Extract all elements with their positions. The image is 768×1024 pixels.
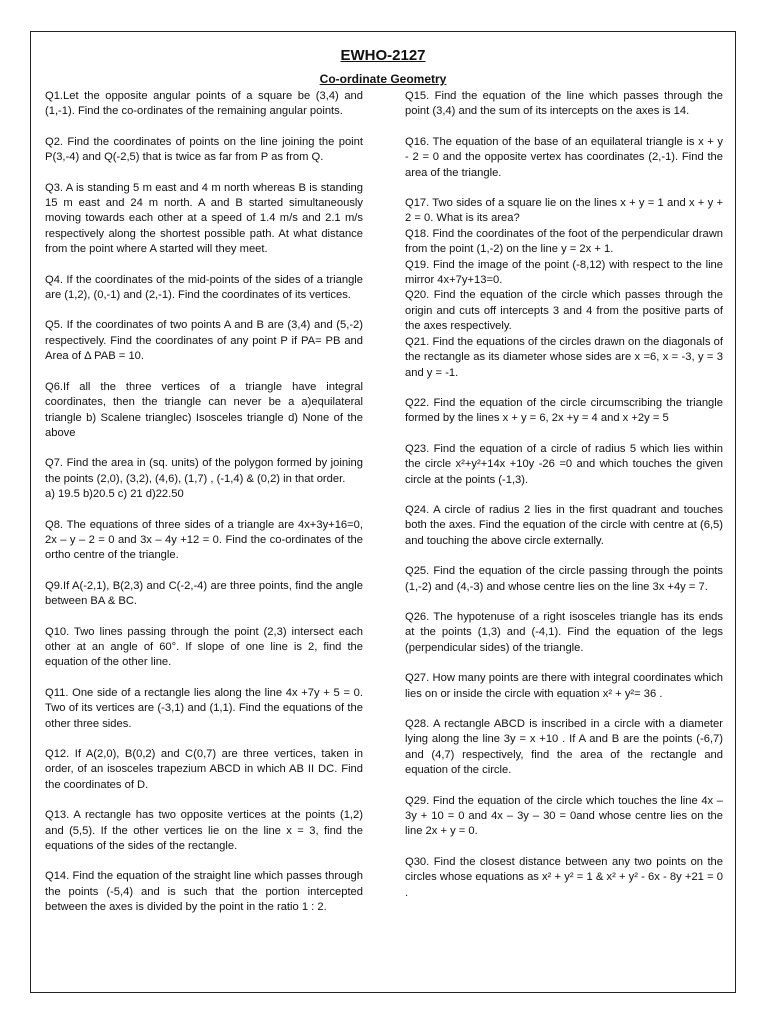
question-26: Q26. The hypotenuse of a right isosceles triangle has its ends at the points (1,3) and (-4,1). Find the equation of the legs (perpendicular sides) of the triangle.: [405, 610, 723, 654]
question-16: Q16. The equation of the base of an equilateral triangle is x + y - 2 = 0 and the opposite vertex has coordinates (2,-1). Find the area of the triangle.: [405, 135, 723, 179]
question-13: Q13. A rectangle has two opposite vertices at the points (1,2) and (5,5). If the other vertices lie on the line x = 3, find the equations of the sides of the rectangle.: [45, 809, 363, 853]
question-15: Q15. Find the equation of the line which passes through the point (3,4) and the sum of its intercepts on the axes is 14.: [405, 90, 723, 118]
question-28: Q28. A rectangle ABCD is inscribed in a circle with a diameter lying along the line 3y = x +10 . If A and B are the points (-6,7) and (4,7) respectively, find the area of the rectangle and equation of the circle.: [405, 718, 723, 777]
question-6: Q6.If all the three vertices of a triangle have integral coordinates, then the triangle can never be a a)equilateral triangle b) Scalene trianglec) Isosceles triangle d) None of the above: [45, 380, 363, 439]
question-19: Q19. Find the image of the point (-8,12) with respect to the line mirror 4x+7y+13=0.: [405, 258, 723, 287]
question-20: Q20. Find the equation of the circle which passes through the origin and cuts off intercepts 3 and 4 from the positive parts of the axes respectively.: [405, 289, 723, 333]
question-11: Q11. One side of a rectangle lies along the line 4x +7y + 5 = 0. Two of its vertices are (-3,1) and (1,1). Find the equations of the other three sides.: [45, 686, 363, 730]
question-1: Q1.Let the opposite angular points of a square be (3,4) and (1,-1). Find the co-ordinates of the remaining angular points.: [45, 90, 363, 118]
question-7: Q7. Find the area in (sq. units) of the polygon formed by joining the points (2,0), (3,2), (4,6), (1,7) , (-1,4) & (0,2) in that order.: [45, 457, 363, 485]
question-22: Q22. Find the equation of the circle circumscribing the triangle formed by the lines x + y = 6, 2x +y = 4 and x +2y = 5: [405, 396, 723, 425]
question-5: Q5. If the coordinates of two points A and B are (3,4) and (5,-2) respectively. Find the coordinates of any point P if PA= PB and Area of Δ PAB = 10.: [45, 319, 363, 363]
question-4: Q4. If the coordinates of the mid-points of the sides of a triangle are (1,2), (0,-1) and (2,-1). Find the coordinates of its vertices.: [45, 273, 363, 302]
page-title: EWHO-2127: [340, 47, 426, 64]
question-18: Q18. Find the coordinates of the foot of the perpendicular drawn from the point (1,-2) on the line y = 2x + 1.: [405, 227, 723, 256]
question-2: Q2. Find the coordinates of points on the line joining the point P(3,-4) and Q(-2,5) that is twice as far from P as from Q.: [45, 135, 363, 164]
question-3: Q3. A is standing 5 m east and 4 m north whereas B is standing 15 m east and 24 m north. A and B started simultaneously moving towards each other at a speed of 1.4 m/s and 2.1 m/s respectively along the shortest possible path. At what distance from the point where A started will they meet.: [45, 181, 363, 256]
question-8: Q8. The equations of three sides of a triangle are 4x+3y+16=0, 2x – y – 2 = 0 and 3x – 4y +12 = 0. Find the co-ordinates of the ortho centre of the triangle.: [45, 518, 363, 562]
question-17: Q17. Two sides of a square lie on the lines x + y = 1 and x + y + 2 = 0. What is its area?: [405, 197, 723, 225]
question-24: Q24. A circle of radius 2 lies in the first quadrant and touches both the axes. Find the equation of the circle with centre at (6,5) and touching the above circle externally.: [405, 503, 723, 547]
question-10: Q10. Two lines passing through the point (2,3) intersect each other at an angle of 60°. If slope of one line is 2, find the equation of the other line.: [45, 625, 363, 669]
question-12: Q12. If A(2,0), B(0,2) and C(0,7) are three vertices, taken in order, of an isosceles trapezium ABCD in which AB II DC. Find the coordinates of D.: [45, 748, 363, 791]
worksheet-page: [30, 31, 736, 993]
question-27: Q27. How many points are there with integral coordinates which lies on or inside the circle with equation x² + y²= 36 .: [405, 672, 723, 700]
question-21: Q21. Find the equations of the circles drawn on the diagonals of the rectangle as its diameter whose sides are x =6, x = -3, y = 3 and y = -1.: [405, 335, 723, 379]
right-column: [405, 89, 723, 901]
question-7-options: a) 19.5 b)20.5 c) 21 d)22.50: [45, 488, 184, 501]
question-9: Q9.If A(-2,1), B(2,3) and C(-2,-4) are three points, find the angle between BA & BC.: [45, 579, 363, 608]
question-29: Q29. Find the equation of the circle which touches the line 4x – 3y + 10 = 0 and 4x – 3y – 30 = 0and whose centre lies on the line 2x + y = 0.: [405, 794, 723, 838]
page-subtitle: Co-ordinate Geometry: [319, 72, 447, 86]
question-30: Q30. Find the closest distance between any two points on the circles whose equations as x² + y² = 1 & x² + y² - 6x - 8y +21 = 0 .: [405, 855, 723, 899]
left-column: [45, 89, 363, 916]
question-25: Q25. Find the equation of the circle passing through the points (1,-2) and (4,-3) and whose centre lies on the line 3x +4y = 7.: [405, 565, 723, 593]
question-23: Q23. Find the equation of a circle of radius 5 which lies within the circle x²+y²+14x +10y -26 =0 and which touches the given circle at the points (-1,3).: [405, 442, 723, 486]
question-14: Q14. Find the equation of the straight line which passes through the points (-5,4) and is such that the portion intercepted between the axes is divided by the point in the ratio 1 : 2.: [45, 870, 363, 914]
